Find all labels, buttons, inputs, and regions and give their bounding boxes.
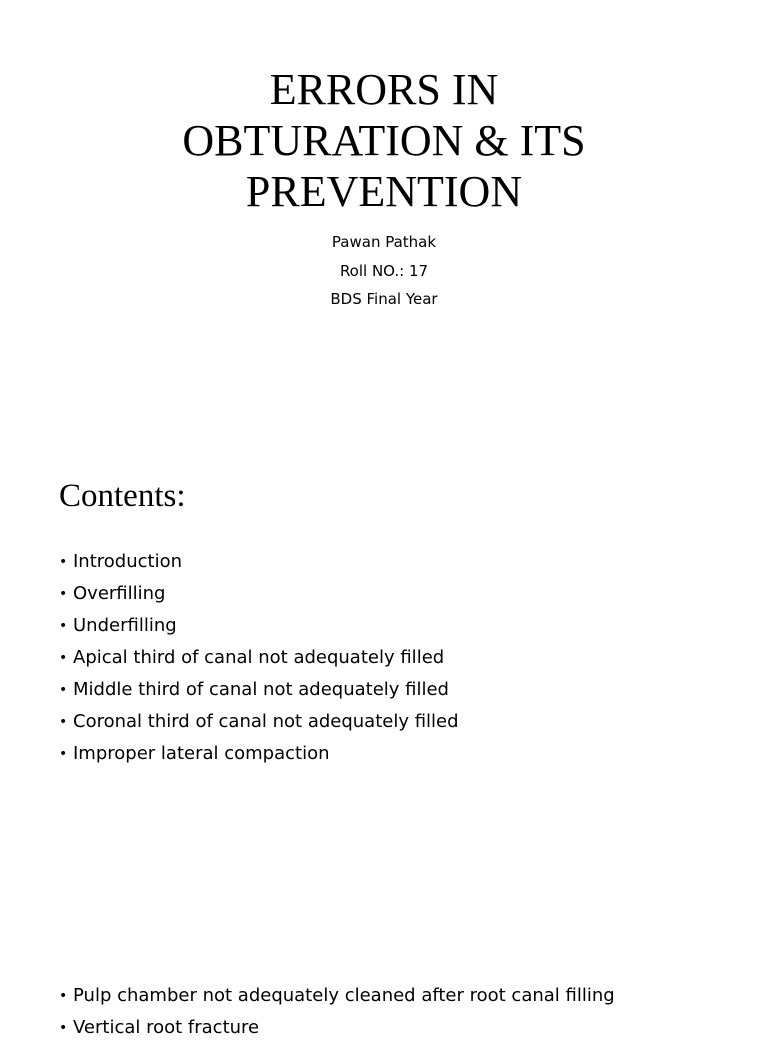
slide-title bbox=[0, 0, 768, 432]
title-line: OBTURATION & ITS bbox=[182, 116, 586, 165]
list-item: • Vertical root fracture bbox=[59, 1012, 615, 1044]
slide-contents bbox=[0, 432, 768, 864]
list-item: • Underfilling bbox=[59, 610, 459, 642]
list-item: • Coronal third of canal not adequately filled bbox=[59, 706, 459, 738]
list-item: • Improper lateral compaction bbox=[59, 738, 459, 770]
title-line: ERRORS IN bbox=[269, 65, 499, 114]
list-item: • Introduction bbox=[59, 546, 459, 578]
presentation-title bbox=[60, 64, 708, 217]
title-line: PREVENTION bbox=[245, 167, 523, 216]
presenter-name: Pawan Pathak bbox=[331, 233, 437, 251]
list-item: • Pulp chamber not adequately cleaned after root canal filling bbox=[59, 980, 615, 1012]
year-label: BDS Final Year bbox=[330, 290, 438, 308]
contents-list-continued bbox=[59, 980, 615, 1044]
list-item: • Apical third of canal not adequately filled bbox=[59, 642, 459, 674]
contents-heading: Contents: bbox=[59, 478, 186, 514]
contents-list bbox=[59, 546, 459, 770]
list-item: • Overfilling bbox=[59, 578, 459, 610]
roll-number: Roll NO.: 17 bbox=[339, 261, 429, 280]
slide-contents-continued bbox=[0, 864, 768, 1038]
presenter-info bbox=[0, 228, 768, 314]
list-item: • Middle third of canal not adequately filled bbox=[59, 674, 459, 706]
